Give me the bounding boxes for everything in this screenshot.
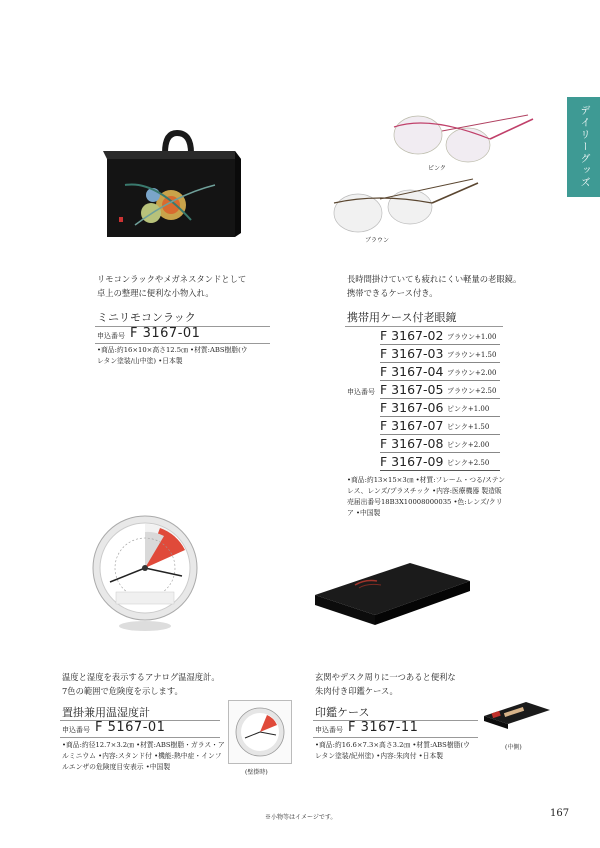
variant-code: F 3167-02	[380, 328, 444, 343]
variant-code: F 3167-07	[380, 418, 444, 433]
divider	[60, 737, 220, 738]
remocon-lead-line: リモコンラックやメガネスタンドとして	[97, 274, 247, 284]
spec-line: •商品:約径12.7×3.2㎝ •材質:ABS樹脂・ガラス・ア	[62, 741, 225, 749]
variant-code: F 3167-08	[380, 436, 444, 451]
glasses-variant-row	[380, 381, 500, 399]
spec-line: •商品:約16×10×高さ12.5㎝ •材質:ABS樹脂(ウ	[97, 346, 248, 354]
remocon-lead	[97, 272, 246, 300]
hygro-product-name: 置掛兼用温湿度計	[62, 706, 150, 719]
variant-code: F 3167-06	[380, 400, 444, 415]
divider	[313, 737, 478, 738]
variant-desc: ブラウン+1.00	[447, 333, 497, 341]
hygro-spec	[62, 740, 225, 773]
remocon-lead-line: 卓上の整理に便利な小物入れ。	[97, 288, 214, 298]
glasses-variant-row	[380, 363, 500, 381]
glasses-product-name: 携帯用ケース付老眼鏡	[347, 311, 457, 324]
inkan-caption: (中側)	[505, 744, 522, 751]
spec-line: ア •中国製	[347, 509, 381, 517]
footer-note: ※小物等はイメージです。	[265, 814, 337, 821]
inkan-product-name: 印鑑ケース	[315, 706, 370, 719]
hygro-lead	[62, 670, 220, 698]
spec-line: •商品:約13×15×3㎝ •材質:フレーム・つる/ステン	[347, 476, 506, 484]
glasses-variant-row	[380, 399, 500, 417]
remocon-product-name: ミニリモコンラック	[97, 311, 196, 324]
spec-line: •商品:約16.6×7.3×高さ3.2㎝ •材質:ABS樹脂(ウ	[315, 741, 470, 749]
glasses-lead-line: 長時間掛けていても疲れにくい軽量の老眼鏡。	[347, 274, 522, 284]
glasses-variant-row	[380, 417, 500, 435]
variant-code: F 3167-04	[380, 364, 444, 379]
glasses-variant-row	[380, 435, 500, 453]
hygro-lead-line: 7色の範囲で危険度を示します。	[62, 686, 183, 696]
code-label: 申込番号	[62, 726, 90, 734]
inkan-product-code: F 3167-11	[348, 720, 419, 735]
variant-desc: ピンク+2.50	[447, 459, 490, 467]
glasses-variant-row	[380, 345, 500, 363]
page-number: 167	[550, 808, 570, 819]
remocon-rack-image	[95, 125, 245, 240]
variant-code: F 3167-09	[380, 454, 444, 469]
spec-line: 売届出番号18B3X10008000035 •色:レンズ/クリ	[347, 498, 503, 506]
spec-line: ルエンザの危険度目安表示 •中国製	[62, 763, 171, 771]
inkan-spec	[315, 740, 470, 762]
hygro-caption: (壁掛時)	[245, 769, 268, 776]
spec-line: レタン塗装/山中塗) •日本製	[97, 357, 183, 365]
inkan-lead-line: 朱肉付き印鑑ケース。	[315, 686, 398, 696]
side-tab[interactable]: デイリーグッズ	[567, 97, 600, 197]
code-label: 申込番号	[347, 388, 375, 396]
variant-code: F 3167-05	[380, 382, 444, 397]
hygro-lead-line: 温度と湿度を表示するアナログ温湿度計。	[62, 672, 220, 682]
inkan-lead	[315, 670, 456, 698]
hygro-wall-thumbnail	[228, 700, 292, 764]
variant-desc: ブラウン+1.50	[447, 351, 497, 359]
spec-line: ルミニウム •内容:スタンド付 •機能:熱中症・インフ	[62, 752, 222, 760]
remocon-spec	[97, 345, 248, 367]
glasses-variant-row	[380, 453, 500, 471]
reading-glasses-image	[318, 95, 543, 255]
glasses-spec	[347, 475, 505, 519]
hygro-product-code: F 5167-01	[95, 720, 166, 735]
variant-desc: ピンク+2.00	[447, 441, 490, 449]
divider	[95, 343, 270, 344]
inkan-case-image	[315, 555, 470, 630]
glasses-lead	[347, 272, 521, 300]
glasses-variant-row	[380, 327, 500, 345]
spec-line: レタン塗装/紀州塗) •内容:朱肉付 •日本製	[315, 752, 444, 760]
hygrometer-thumb-icon	[229, 701, 291, 763]
inkan-open-thumbnail	[482, 698, 552, 733]
spec-line: レス、レンズ/プラスチック •内容:医療機器 製造販	[347, 487, 502, 495]
variant-desc: ピンク+1.50	[447, 423, 490, 431]
code-label: 申込番号	[97, 332, 125, 340]
variant-desc: ブラウン+2.00	[447, 369, 497, 377]
code-label: 申込番号	[315, 726, 343, 734]
variant-desc: ブラウン+2.50	[447, 387, 497, 395]
brown-color-label: ブラウン	[365, 237, 390, 244]
inkan-lead-line: 玄関やデスク周りに一つあると便利な	[315, 672, 456, 682]
glasses-lead-line: 携帯できるケース付き。	[347, 288, 438, 298]
pink-color-label: ピンク	[428, 165, 446, 172]
variant-desc: ピンク+1.00	[447, 405, 490, 413]
hygrometer-image	[90, 510, 200, 635]
remocon-product-code: F 3167-01	[130, 326, 201, 341]
variant-code: F 3167-03	[380, 346, 444, 361]
